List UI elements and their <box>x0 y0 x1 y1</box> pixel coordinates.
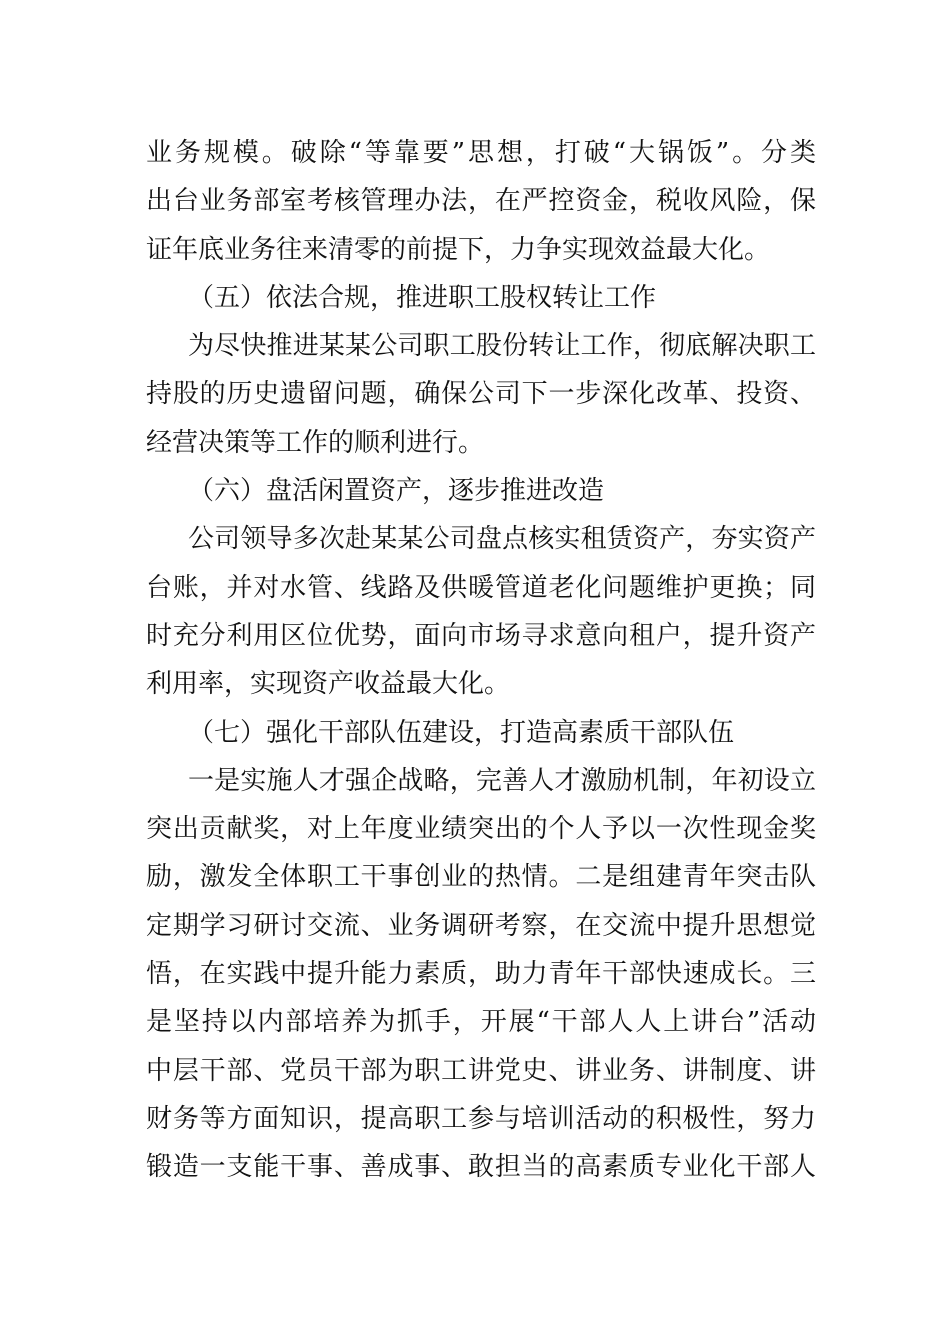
paragraph-line: 励，激发全体职工干事创业的热情。二是组建青年突击队 <box>146 862 816 893</box>
paragraph-line: 台账，并对水管、线路及供暖管道老化问题维护更换；同 <box>146 572 816 603</box>
paragraph-line: 为尽快推进某某公司职工股份转让工作，彻底解决职工 <box>188 331 816 362</box>
paragraph-line: 突出贡献奖，对上年度业绩突出的个人予以一次性现金奖 <box>146 814 816 845</box>
paragraph-line: 利用率，实现资产收益最大化。 <box>146 669 511 700</box>
section-heading: （五）依法合规，推进职工股权转让工作 <box>188 282 657 313</box>
paragraph-line: 业务规模。破除“等靠要”思想，打破“大锅饭”。分类 <box>146 138 816 168</box>
paragraph-line: 经营决策等工作的顺利进行。 <box>146 427 485 458</box>
paragraph-line: 时充分利用区位优势，面向市场寻求意向租户，提升资产 <box>146 620 816 651</box>
paragraph-line: 中层干部、党员干部为职工讲党史、讲业务、讲制度、讲 <box>146 1055 816 1086</box>
paragraph-line: 证年底业务往来清零的前提下，力争实现效益最大化。 <box>146 234 771 265</box>
paragraph-line: 定期学习研讨交流、业务调研考察，在交流中提升思想觉 <box>146 910 816 941</box>
section-heading: （六）盘活闲置资产，逐步推进改造 <box>188 476 605 507</box>
paragraph-line: 是坚持以内部培养为抓手，开展“干部人人上讲台”活动 <box>146 1007 816 1038</box>
paragraph-line: 一是实施人才强企战略，完善人才激励机制，年初设立 <box>188 765 816 796</box>
paragraph-line: 悟，在实践中提升能力素质，助力青年干部快速成长。三 <box>146 959 816 990</box>
document-body <box>146 129 816 1192</box>
paragraph-line: 公司领导多次赴某某公司盘点核实租赁资产，夯实资产 <box>188 524 816 555</box>
paragraph-line: 锻造一支能干事、善成事、敢担当的高素质专业化干部人 <box>146 1152 816 1183</box>
paragraph-line: 出台业务部室考核管理办法，在严控资金，税收风险，保 <box>146 186 816 217</box>
paragraph-line: 财务等方面知识，提高职工参与培训活动的积极性，努力 <box>146 1103 816 1134</box>
paragraph-line: 持股的历史遗留问题，确保公司下一步深化改革、投资、 <box>146 379 816 410</box>
section-heading: （七）强化干部队伍建设，打造高素质干部队伍 <box>188 717 735 748</box>
